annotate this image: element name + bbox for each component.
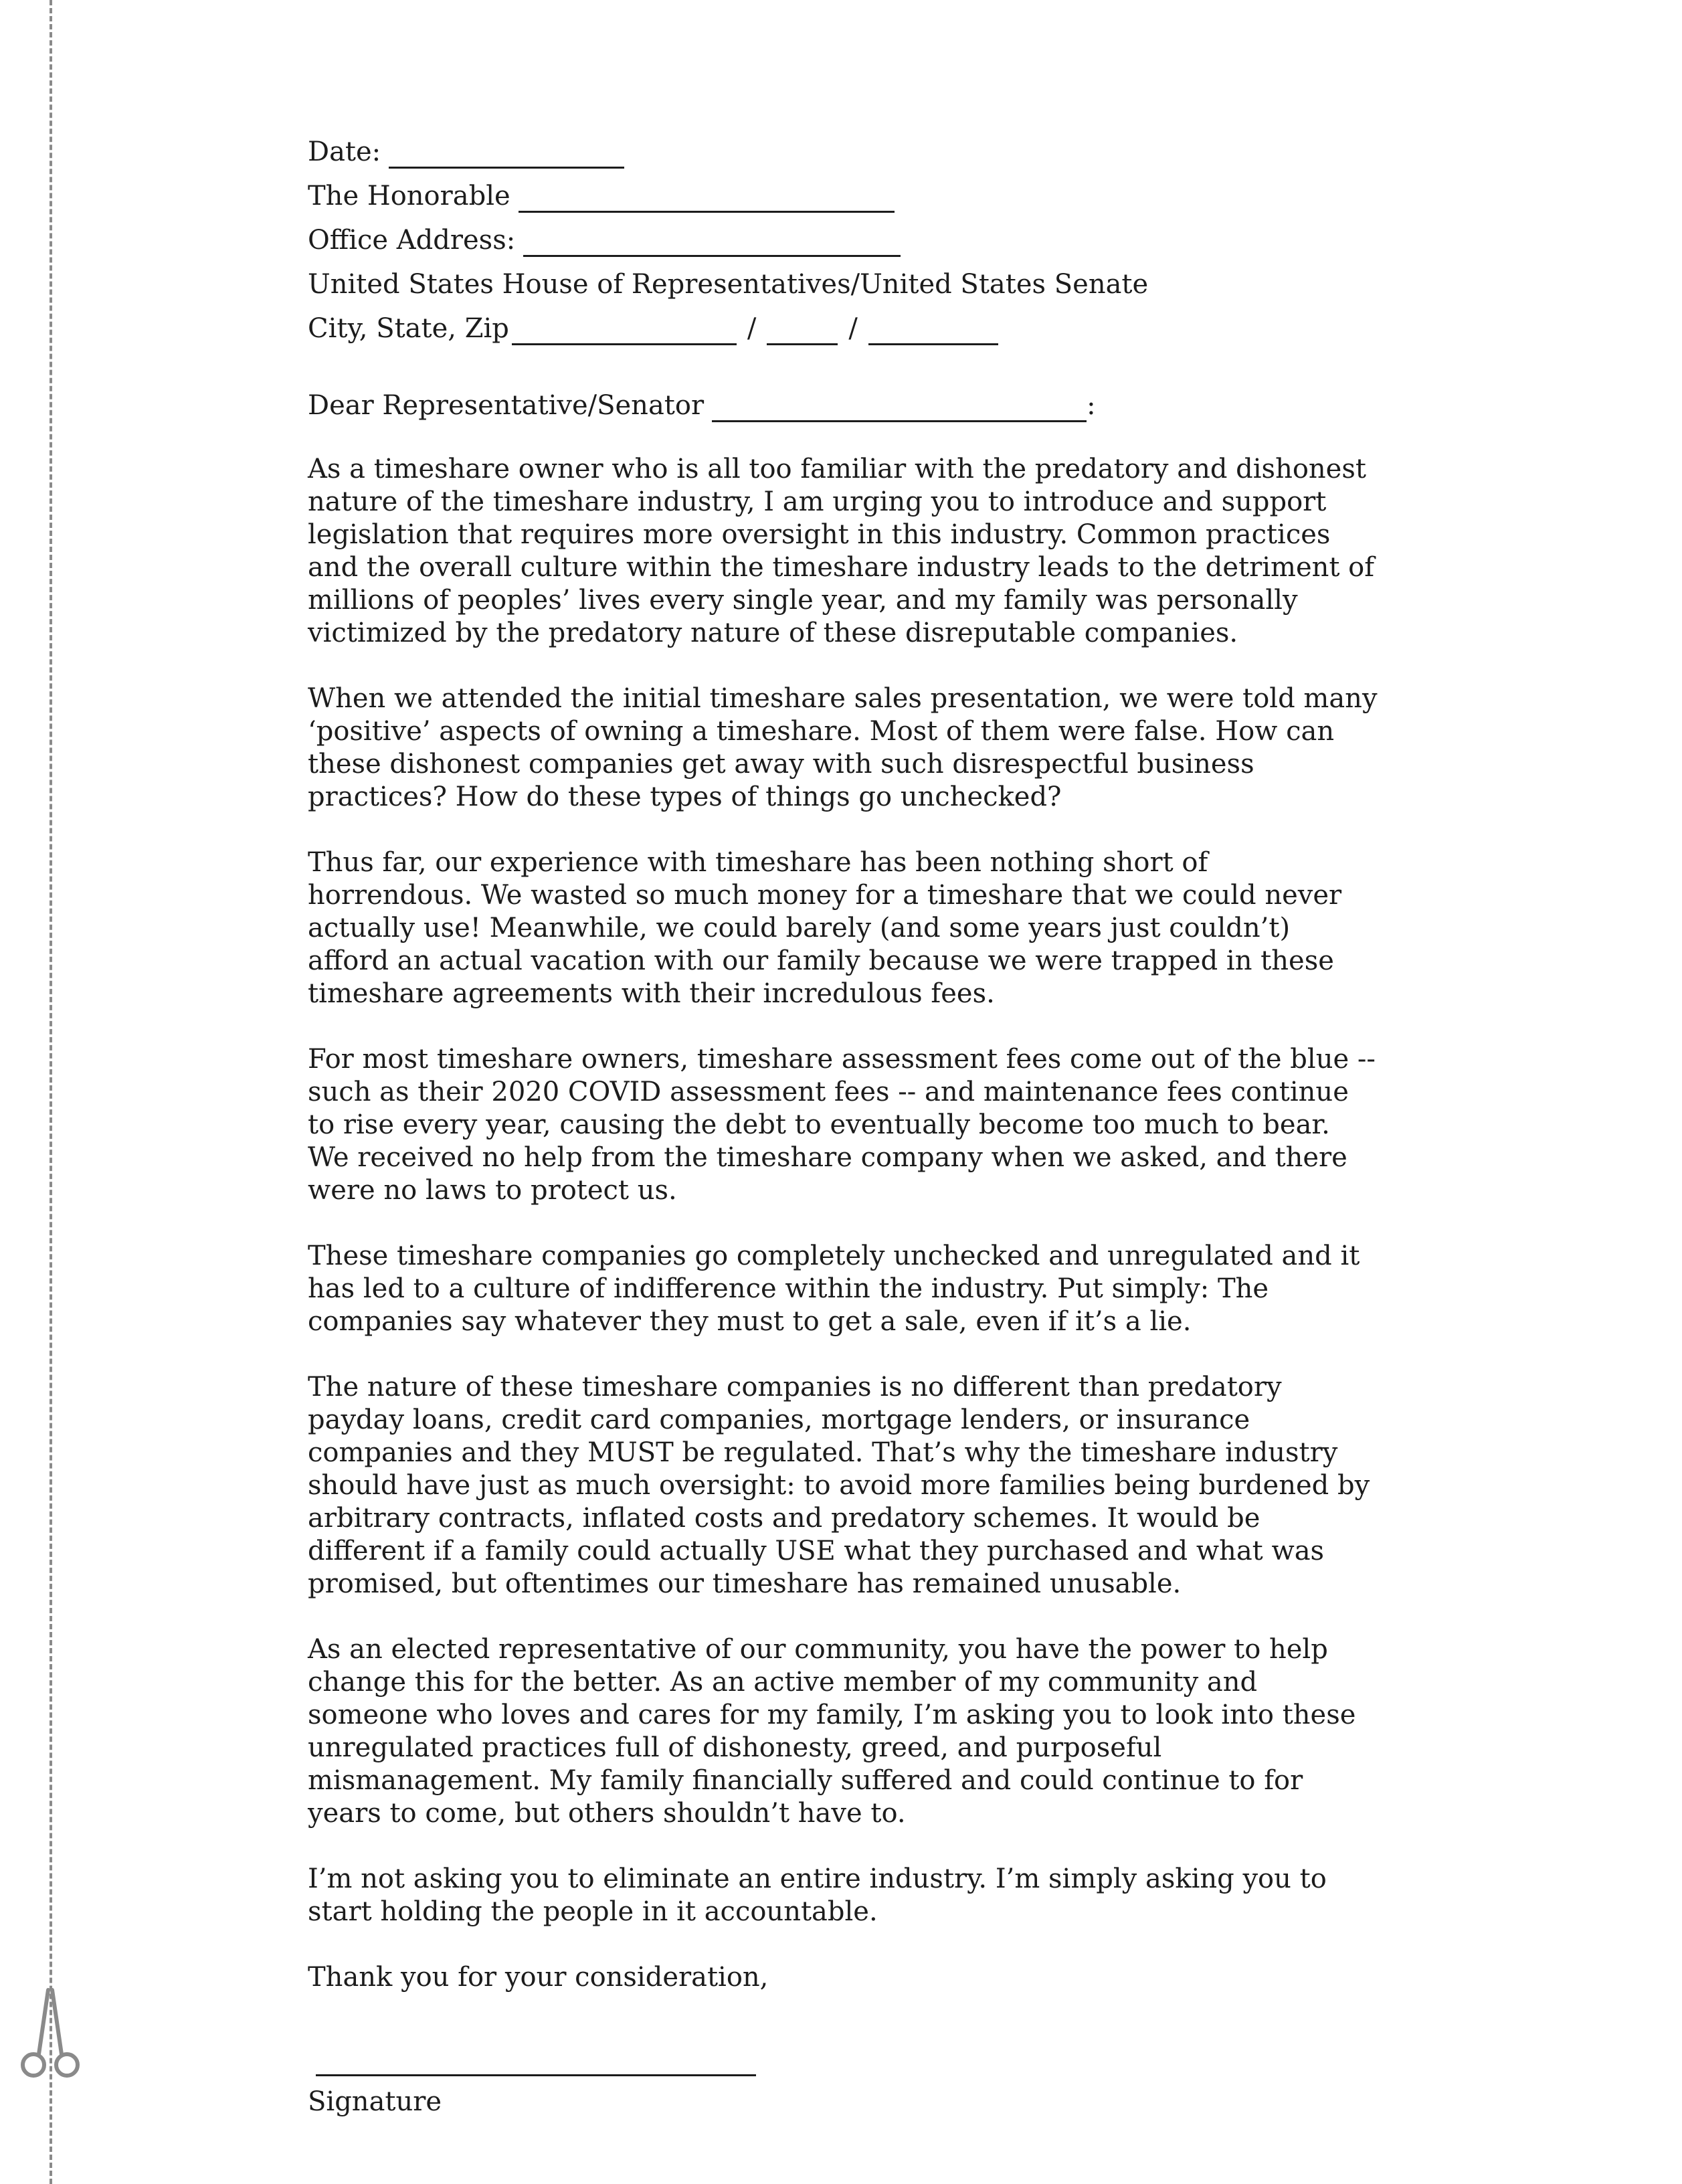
zip-blank[interactable] — [868, 316, 998, 345]
office-field-row — [308, 213, 1579, 257]
date-label: Date: — [308, 136, 381, 167]
honorable-blank[interactable] — [519, 184, 895, 213]
city-field-row — [308, 301, 1579, 345]
body-paragraph: I’m not asking you to eliminate an entire industry. I’m simply asking you to start holding the people in it accountable. — [308, 1863, 1327, 1927]
state-blank[interactable] — [767, 316, 838, 345]
scissors-icon — [19, 1987, 82, 2081]
office-address-label: Office Address: — [308, 225, 516, 256]
date-blank[interactable] — [389, 140, 624, 169]
body-paragraph: As a timeshare owner who is all too familiar with the predatory and dishonest nature of the timeshare industry, I am urging you to introduce and support legislation that requires more oversight in this industry. Common practices and the overall culture within the timeshare industry leads to the detriment of millions of peoples’ lives every single year, and my family was personally victimized by the predatory nature of these disreputable companies. — [308, 454, 1375, 648]
chamber-row — [308, 257, 1579, 301]
city-state-zip-label: City, State, Zip — [308, 313, 509, 344]
body-paragraph: The nature of these timeshare companies is no different than predatory payday loans, credit card companies, mortgage lenders, or insurance companies and they MUST be regulated. That’s why the timeshare industry should have just as much oversight: to avoid more families being burdened by arbitrary contracts, inflated costs and predatory schemes. It would be different if a family could actually USE what they purchased and what was promised, but oftentimes our timeshare has remained unusable. — [308, 1372, 1370, 1599]
body-paragraph: As an elected representative of our community, you have the power to help change this for the better. As an active member of my community and someone who loves and cares for my family, I’m asking you to look into these unregulated practices full of dishonesty, greed, and purposeful mismanagement. My family financially suffered and could continue to for years to come, but others shouldn’t have to. — [308, 1634, 1356, 1829]
salutation-colon: : — [1087, 390, 1096, 421]
body-paragraph: For most timeshare owners, timeshare assessment fees come out of the blue -- such as their 2020 COVID assessment fees -- and maintenance fees continue to rise every year, causing the debt to eventually become too much to bear. We received no help from the timeshare company when we asked, and there were no laws to protect us. — [308, 1044, 1376, 1206]
salutation-label: Dear Representative/Senator — [308, 390, 705, 421]
chamber-text: United States House of Representatives/United States Senate — [308, 269, 1149, 300]
honorable-field-row — [308, 169, 1579, 213]
date-field-row — [308, 124, 1579, 169]
city-blank[interactable] — [512, 316, 737, 345]
closing-line: Thank you for your consideration, — [308, 1962, 769, 1993]
slash-separator: / — [848, 313, 858, 344]
slash-separator: / — [747, 313, 757, 344]
body-paragraph: When we attended the initial timeshare sales presentation, we were told many ‘positive’ aspects of owning a timeshare. Most of them were false. How can these dishonest companies get away with such disrespectful business practices? How do these types of things go unchecked? — [308, 683, 1378, 812]
signature-blank[interactable] — [316, 2074, 756, 2076]
representative-name-blank[interactable] — [712, 393, 1087, 422]
honorable-label: The Honorable — [308, 181, 510, 211]
letter-template — [308, 124, 1579, 2118]
body-paragraph: These timeshare companies go completely unchecked and unregulated and it has led to a culture of indifference within the industry. Put simply: The companies say whatever they must to get a sale, even if it’s a lie. — [308, 1241, 1360, 1337]
cut-line-dashed — [50, 0, 52, 2184]
body-paragraph: Thus far, our experience with timeshare has been nothing short of horrendous. We wasted so much money for a timeshare that we could never actually use! Meanwhile, we could barely (and some years just couldn’t) afford an actual vacation with our family because we were trapped in these timeshare agreements with their incredulous fees. — [308, 847, 1342, 1009]
salutation-row — [308, 389, 1579, 422]
signature-label: Signature — [308, 2086, 442, 2117]
office-address-blank[interactable] — [523, 228, 901, 257]
